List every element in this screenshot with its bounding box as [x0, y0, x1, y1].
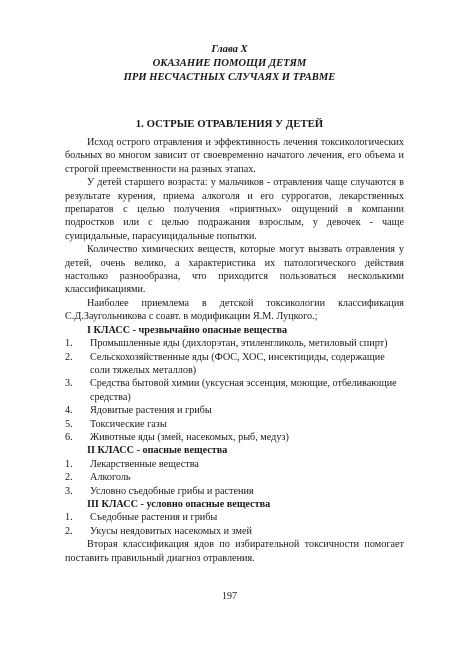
list-item-number: 3. [65, 378, 73, 390]
list-item [65, 511, 404, 524]
list-item-text: Средства бытовой химии (уксусная эссенция, моющие, отбеливающие средства) [90, 378, 397, 403]
list-item [65, 471, 404, 484]
list-item-number: 1. [65, 512, 73, 524]
list-item-text: Укусы неядовитых насекомых и змей [90, 525, 252, 537]
list-item-text: Животные яды (змей, насекомых, рыб, медуз) [90, 431, 289, 443]
list-item-number: 3. [65, 485, 73, 497]
chapter-title-line-2: ПРИ НЕСЧАСТНЫХ СЛУЧАЯХ И ТРАВМЕ [123, 72, 336, 83]
list-item-text: Сельскохозяйственные яды (ФОС, ХОС, инсектициды, содержащие соли тяжелых металлов) [90, 351, 385, 376]
list-item [65, 404, 404, 417]
list-item-number: 1. [65, 458, 73, 470]
page-number: 197 [222, 591, 237, 602]
list-item-number: 2. [65, 351, 73, 363]
list-item-text: Промышленные яды (дихлорэтан, этиленгликоль, метиловый спирт) [90, 338, 388, 350]
section-title: 1. ОСТРЫЕ ОТРАВЛЕНИЯ У ДЕТЕЙ [135, 118, 324, 130]
closing-paragraph: Вторая классификация ядов по избирательной токсичности помогает поставить правильный диагноз отравления. [65, 539, 404, 564]
class-2-title: II КЛАСС - опасные вещества [87, 445, 228, 457]
list-item-number: 6. [65, 431, 73, 443]
list-item [65, 525, 404, 538]
chapter-title-line-1: ОКАЗАНИЕ ПОМОЩИ ДЕТЯМ [152, 58, 307, 69]
list-item [65, 418, 404, 431]
paragraph-4: Наиболее приемлема в детской токсикологии классификация С.Д.Заугольникова с соавт. в модификации Я.М. Луцкого.; [65, 297, 404, 323]
page-body [65, 136, 404, 565]
list-item [65, 337, 404, 350]
class-1-title: I КЛАСС - чрезвычайно опасные вещества [87, 324, 288, 336]
list-item [65, 377, 404, 404]
list-item-text: Условно съедобные грибы и растения [90, 485, 254, 497]
chapter-heading [0, 43, 459, 85]
list-item-number: 5. [65, 418, 73, 430]
list-item [65, 485, 404, 498]
list-item-text: Алкоголь [90, 472, 131, 484]
paragraph-3: Количество химических веществ, которые могут вызвать отравления у детей, очень велико, а характеристика их патологического действия настолько разнообразна, что приходится пользоваться несколькими классификациями. [65, 244, 404, 296]
list-item-number: 4. [65, 405, 73, 417]
list-item-text: Токсические газы [90, 418, 167, 430]
paragraph-2: У детей старшего возраста: у мальчиков - отравления чаще случаются в результате курения, приема алкоголя и его суррогатов, лекарственных препаратов с целью получения «приятных» ощущений в компании подростков или с целью подражания взрослым, у девочек - чаще суицидальные, парасуицидальные попытки. [65, 177, 404, 242]
paragraph-1: Исход острого отравления и эффективность лечения токсикологических больных во многом зависит от своевременно начатого лечения, его объема и строгой преемственности на разных этапах. [65, 137, 404, 175]
list-item-text: Ядовитые растения и грибы [90, 405, 212, 417]
list-item [65, 431, 404, 444]
list-item [65, 351, 404, 378]
list-item-text: Съедобные растения и грибы [90, 512, 218, 524]
class-3-title: III КЛАСС - условно опасные вещества [87, 498, 271, 510]
list-item-number: 2. [65, 472, 73, 484]
list-item-number: 2. [65, 525, 73, 537]
list-item-number: 1. [65, 338, 73, 350]
list-item [65, 458, 404, 471]
chapter-label: Глава X [211, 44, 248, 55]
list-item-text: Лекарственные вещества [90, 458, 199, 470]
